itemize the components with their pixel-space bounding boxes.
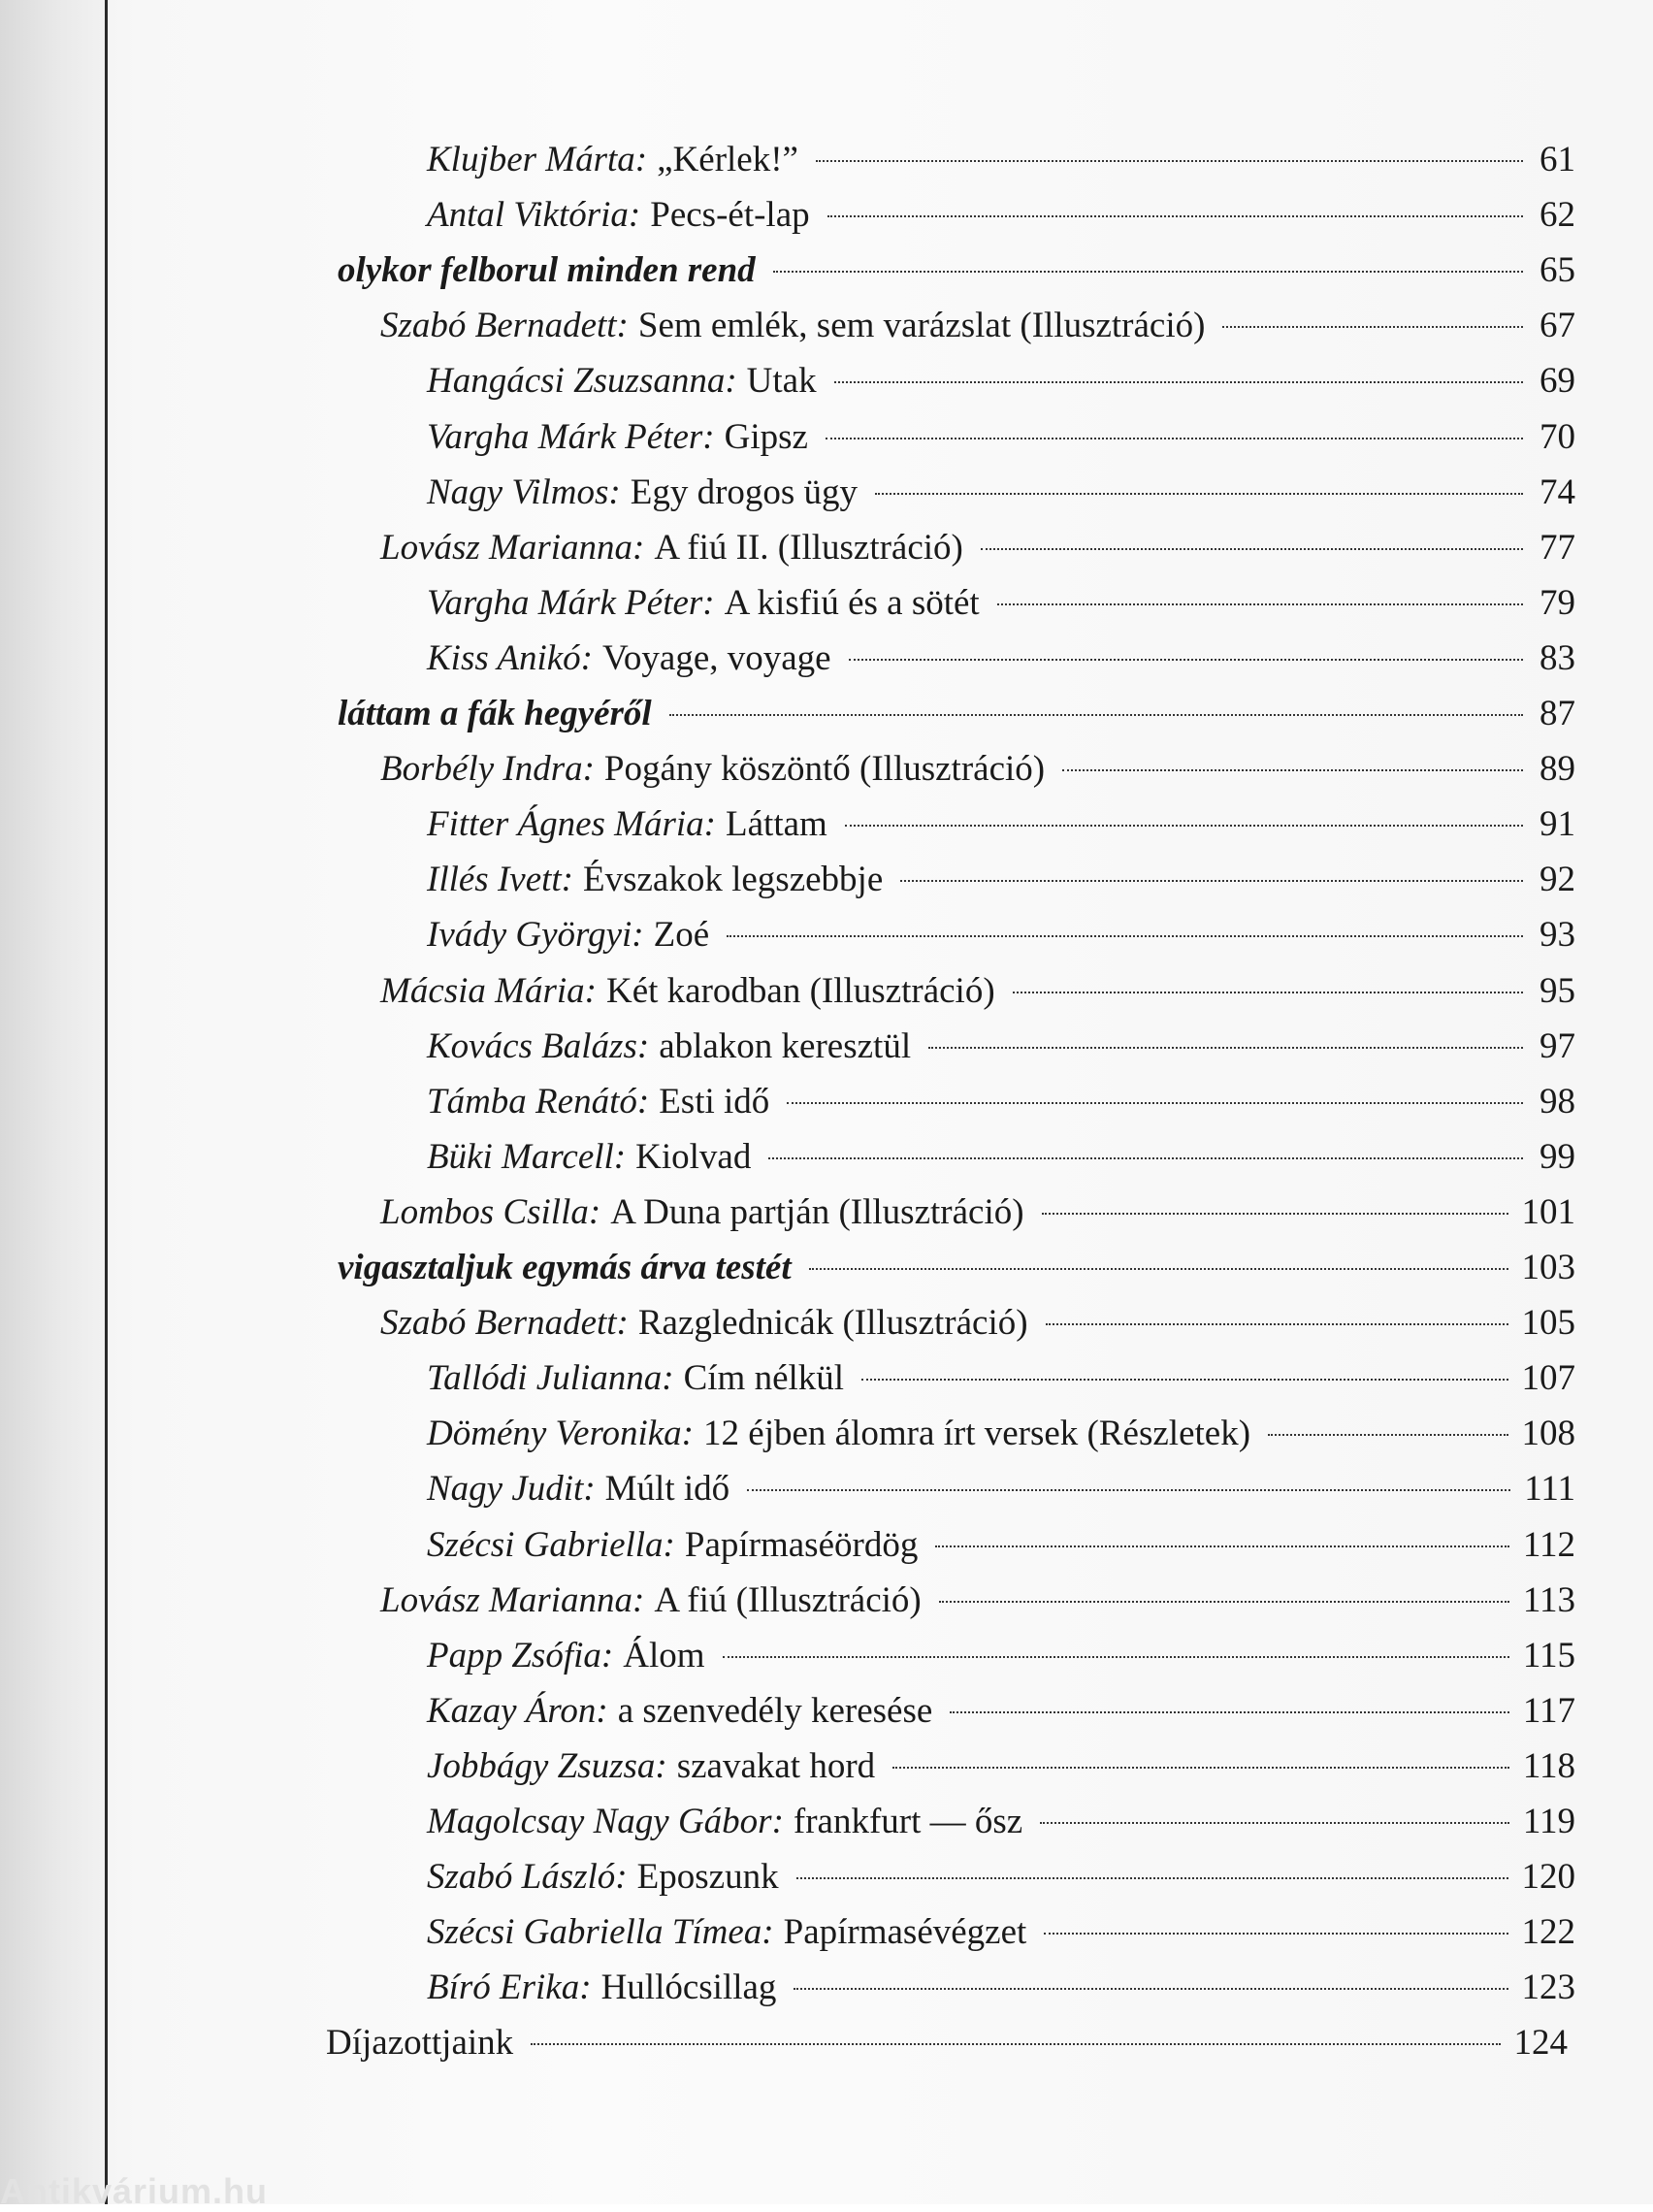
toc-title: Papírmaséördög bbox=[684, 1525, 919, 1565]
toc-page-number: 101 bbox=[1521, 1192, 1575, 1232]
toc-title: A kisfiú és a sötét bbox=[724, 583, 980, 623]
dot-leader bbox=[950, 1711, 1509, 1713]
toc-author: Szécsi Gabriella Tímea: bbox=[427, 1912, 774, 1952]
toc-page-number: 119 bbox=[1522, 1802, 1575, 1841]
toc-entry bbox=[427, 191, 1575, 240]
dot-leader bbox=[1013, 992, 1523, 993]
toc-author: Papp Zsófia: bbox=[427, 1636, 614, 1675]
dot-leader bbox=[939, 1601, 1509, 1603]
toc-title: A fiú II. (Illusztráció) bbox=[654, 528, 963, 568]
toc-author: Magolcsay Nagy Gábor: bbox=[427, 1802, 784, 1841]
toc-title: Évszakok legszebbje bbox=[583, 860, 884, 899]
toc-entry bbox=[427, 579, 1575, 628]
toc-page-number: 67 bbox=[1540, 306, 1575, 345]
toc-title: Két karodban (Illusztráció) bbox=[606, 971, 995, 1011]
toc-page-number: 83 bbox=[1540, 638, 1575, 678]
toc-page-number: 118 bbox=[1522, 1746, 1575, 1786]
toc-author: Borbély Indra: bbox=[380, 749, 595, 789]
toc-page-number: 61 bbox=[1540, 140, 1575, 179]
toc-page-number: 124 bbox=[1513, 2023, 1568, 2063]
toc-page-number: 95 bbox=[1540, 971, 1575, 1011]
toc-section-title: láttam a fák hegyéről bbox=[338, 694, 652, 733]
toc-author: Dömény Veronika: bbox=[427, 1414, 695, 1453]
toc-title: Razglednicák (Illusztráció) bbox=[637, 1303, 1028, 1343]
toc-page-number: 99 bbox=[1540, 1137, 1575, 1177]
dot-leader bbox=[928, 1047, 1523, 1049]
toc-entry bbox=[427, 1687, 1575, 1736]
toc-author: Nagy Judit: bbox=[427, 1469, 596, 1509]
dot-leader bbox=[809, 1268, 1508, 1270]
toc-page-number: 87 bbox=[1540, 694, 1575, 733]
toc-author: Szécsi Gabriella: bbox=[427, 1525, 675, 1565]
toc-page-number: 91 bbox=[1540, 804, 1575, 844]
dot-leader bbox=[1042, 1213, 1508, 1215]
toc-author: Kazay Áron: bbox=[427, 1691, 608, 1731]
toc-author: Bíró Erika: bbox=[427, 1968, 592, 2007]
toc-page-number: 92 bbox=[1540, 860, 1575, 899]
toc-author: Büki Marcell: bbox=[427, 1137, 627, 1177]
toc-page-number: 79 bbox=[1540, 583, 1575, 623]
toc-author: Ivády Györgyi: bbox=[427, 915, 644, 955]
toc-page-number: 117 bbox=[1522, 1691, 1575, 1731]
dot-leader bbox=[773, 271, 1523, 273]
toc-page-number: 120 bbox=[1521, 1857, 1575, 1897]
toc-title: Sem emlék, sem varázslat (Illusztráció) bbox=[637, 306, 1206, 345]
dot-leader bbox=[531, 2043, 1500, 2045]
toc-entry bbox=[380, 745, 1575, 794]
toc-title: Cím nélkül bbox=[683, 1358, 845, 1398]
toc-page-number: 70 bbox=[1540, 417, 1575, 457]
toc-title: Múlt idő bbox=[604, 1469, 730, 1509]
binding-line bbox=[105, 0, 108, 2204]
toc-author: Vargha Márk Péter: bbox=[427, 583, 715, 623]
toc-entry bbox=[427, 1742, 1575, 1791]
dot-leader bbox=[849, 659, 1523, 661]
toc-title: frankfurt — ősz bbox=[793, 1802, 1023, 1841]
toc-section-title: olykor felborul minden rend bbox=[338, 250, 756, 290]
toc-author: Szabó Bernadett: bbox=[380, 306, 629, 345]
dot-leader bbox=[834, 381, 1523, 383]
dot-leader bbox=[861, 1379, 1507, 1381]
dot-leader bbox=[826, 438, 1523, 439]
toc-entry bbox=[427, 1133, 1575, 1182]
toc-entry bbox=[427, 357, 1575, 406]
toc-title: Pogány köszöntő (Illusztráció) bbox=[603, 749, 1046, 789]
toc-page-number: 89 bbox=[1540, 749, 1575, 789]
toc-author: Lovász Marianna: bbox=[380, 1580, 645, 1620]
toc-entry bbox=[380, 1188, 1575, 1237]
dot-leader bbox=[796, 1877, 1508, 1879]
dot-leader bbox=[997, 603, 1523, 605]
dot-leader bbox=[935, 1545, 1509, 1547]
toc-entry bbox=[427, 1354, 1575, 1403]
dot-leader bbox=[1062, 769, 1523, 771]
toc-page-number: 62 bbox=[1540, 195, 1575, 235]
toc-entry bbox=[380, 967, 1575, 1016]
toc-entry bbox=[427, 1410, 1575, 1458]
toc-entry bbox=[427, 1853, 1575, 1902]
dot-leader bbox=[845, 825, 1523, 827]
toc-page-number: 77 bbox=[1540, 528, 1575, 568]
toc-page-number: 74 bbox=[1540, 472, 1575, 512]
toc-title: Díjazottjaink bbox=[326, 2023, 514, 2063]
page-gutter bbox=[0, 0, 109, 2204]
toc-author: Szabó László: bbox=[427, 1857, 628, 1897]
toc-title: Láttam bbox=[726, 804, 827, 844]
toc-entry bbox=[380, 1577, 1575, 1625]
toc-author: Jobbágy Zsuzsa: bbox=[427, 1746, 667, 1786]
toc-entry bbox=[326, 2019, 1568, 2067]
watermark: Antikvárium.hu bbox=[0, 2171, 269, 2211]
toc-page-number: 98 bbox=[1540, 1082, 1575, 1122]
toc-entry bbox=[427, 856, 1575, 904]
toc-author: Illés Ivett: bbox=[427, 860, 573, 899]
dot-leader bbox=[787, 1102, 1523, 1104]
toc-title: Kiolvad bbox=[635, 1137, 752, 1177]
toc-title: A Duna partján (Illusztráció) bbox=[610, 1192, 1024, 1232]
toc-author: Kovács Balázs: bbox=[427, 1026, 650, 1066]
toc-page-number: 123 bbox=[1521, 1968, 1575, 2007]
toc-title: a szenvedély keresése bbox=[617, 1691, 933, 1731]
toc-entry bbox=[427, 469, 1575, 517]
toc-author: Lombos Csilla: bbox=[380, 1192, 601, 1232]
toc-title: Voyage, voyage bbox=[601, 638, 831, 678]
dot-leader bbox=[747, 1489, 1510, 1491]
toc-entry bbox=[380, 302, 1575, 350]
toc-author: Mácsia Mária: bbox=[380, 971, 597, 1011]
toc-entry bbox=[427, 1798, 1575, 1846]
toc-page-number: 112 bbox=[1522, 1525, 1575, 1565]
dot-leader bbox=[981, 548, 1523, 550]
dot-leader bbox=[827, 215, 1523, 217]
toc-entry bbox=[427, 1023, 1575, 1071]
toc-page-number: 93 bbox=[1540, 915, 1575, 955]
toc-entry bbox=[427, 136, 1575, 184]
toc-entry bbox=[427, 911, 1575, 960]
dot-leader bbox=[768, 1157, 1523, 1159]
toc-entry bbox=[338, 246, 1575, 295]
toc-entry bbox=[427, 634, 1575, 683]
toc-title: Egy drogos ügy bbox=[630, 472, 859, 512]
dot-leader bbox=[727, 935, 1523, 937]
dot-leader bbox=[1040, 1822, 1509, 1824]
toc-author: Antal Viktória: bbox=[427, 195, 641, 235]
toc-author: Fitter Ágnes Mária: bbox=[427, 804, 717, 844]
dot-leader bbox=[794, 1988, 1507, 1990]
toc-page-number: 105 bbox=[1521, 1303, 1575, 1343]
toc-title: Eposzunk bbox=[636, 1857, 779, 1897]
toc-author: Tallódi Julianna: bbox=[427, 1358, 674, 1398]
toc-title: Pecs-ét-lap bbox=[650, 195, 810, 235]
dot-leader bbox=[1046, 1323, 1508, 1325]
toc-page-number: 113 bbox=[1522, 1580, 1575, 1620]
dot-leader bbox=[816, 160, 1523, 162]
toc-entry bbox=[338, 1244, 1575, 1292]
toc-title: Utak bbox=[746, 361, 817, 401]
toc-entry bbox=[427, 1465, 1575, 1513]
toc-author: Vargha Márk Péter: bbox=[427, 417, 715, 457]
toc-page-number: 69 bbox=[1540, 361, 1575, 401]
toc-author: Támba Renátó: bbox=[427, 1082, 650, 1122]
toc-author: Kiss Anikó: bbox=[427, 638, 593, 678]
toc-entry bbox=[338, 690, 1575, 738]
toc-title: Hullócsillag bbox=[600, 1968, 777, 2007]
toc-entry bbox=[427, 413, 1575, 462]
toc-title: Zoé bbox=[653, 915, 710, 955]
toc-title: A fiú (Illusztráció) bbox=[654, 1580, 922, 1620]
toc-entry bbox=[427, 1964, 1575, 2012]
toc-title: Gipsz bbox=[724, 417, 808, 457]
dot-leader bbox=[1268, 1434, 1507, 1436]
toc-author: Szabó Bernadett: bbox=[380, 1303, 629, 1343]
dot-leader bbox=[1044, 1933, 1507, 1935]
toc-title: Esti idő bbox=[659, 1082, 770, 1122]
toc-section-title: vigasztaljuk egymás árva testét bbox=[338, 1248, 792, 1287]
toc-author: Lovász Marianna: bbox=[380, 528, 645, 568]
toc-title: ablakon keresztül bbox=[659, 1026, 912, 1066]
toc-page-number: 65 bbox=[1540, 250, 1575, 290]
toc-entry bbox=[427, 1521, 1575, 1570]
toc-entry bbox=[427, 1078, 1575, 1126]
dot-leader bbox=[900, 880, 1523, 882]
toc-page-number: 108 bbox=[1521, 1414, 1575, 1453]
toc-page-number: 103 bbox=[1521, 1248, 1575, 1287]
toc-entry bbox=[380, 1299, 1575, 1348]
dot-leader bbox=[1222, 326, 1523, 328]
toc-title: Álom bbox=[623, 1636, 705, 1675]
toc-entry bbox=[427, 800, 1575, 849]
toc-page-number: 115 bbox=[1522, 1636, 1575, 1675]
toc-title: 12 éjben álomra írt versek (Részletek) bbox=[703, 1414, 1251, 1453]
toc-page-number: 111 bbox=[1524, 1469, 1575, 1509]
toc-page-number: 107 bbox=[1521, 1358, 1575, 1398]
dot-leader bbox=[875, 493, 1523, 495]
toc-author: Klujber Márta: bbox=[427, 140, 648, 179]
toc-entry bbox=[427, 1908, 1575, 1957]
toc-entry bbox=[380, 524, 1575, 572]
dot-leader bbox=[723, 1656, 1509, 1658]
toc-title: szavakat hord bbox=[676, 1746, 876, 1786]
toc-page-number: 122 bbox=[1521, 1912, 1575, 1952]
dot-leader bbox=[669, 714, 1523, 716]
toc-author: Nagy Vilmos: bbox=[427, 472, 621, 512]
toc-page-number: 97 bbox=[1540, 1026, 1575, 1066]
toc-title: Papírmasévégzet bbox=[783, 1912, 1027, 1952]
dot-leader bbox=[892, 1767, 1509, 1769]
toc-entry bbox=[427, 1632, 1575, 1680]
toc-author: Hangácsi Zsuzsanna: bbox=[427, 361, 737, 401]
toc-title: „Kérlek!” bbox=[657, 140, 798, 179]
